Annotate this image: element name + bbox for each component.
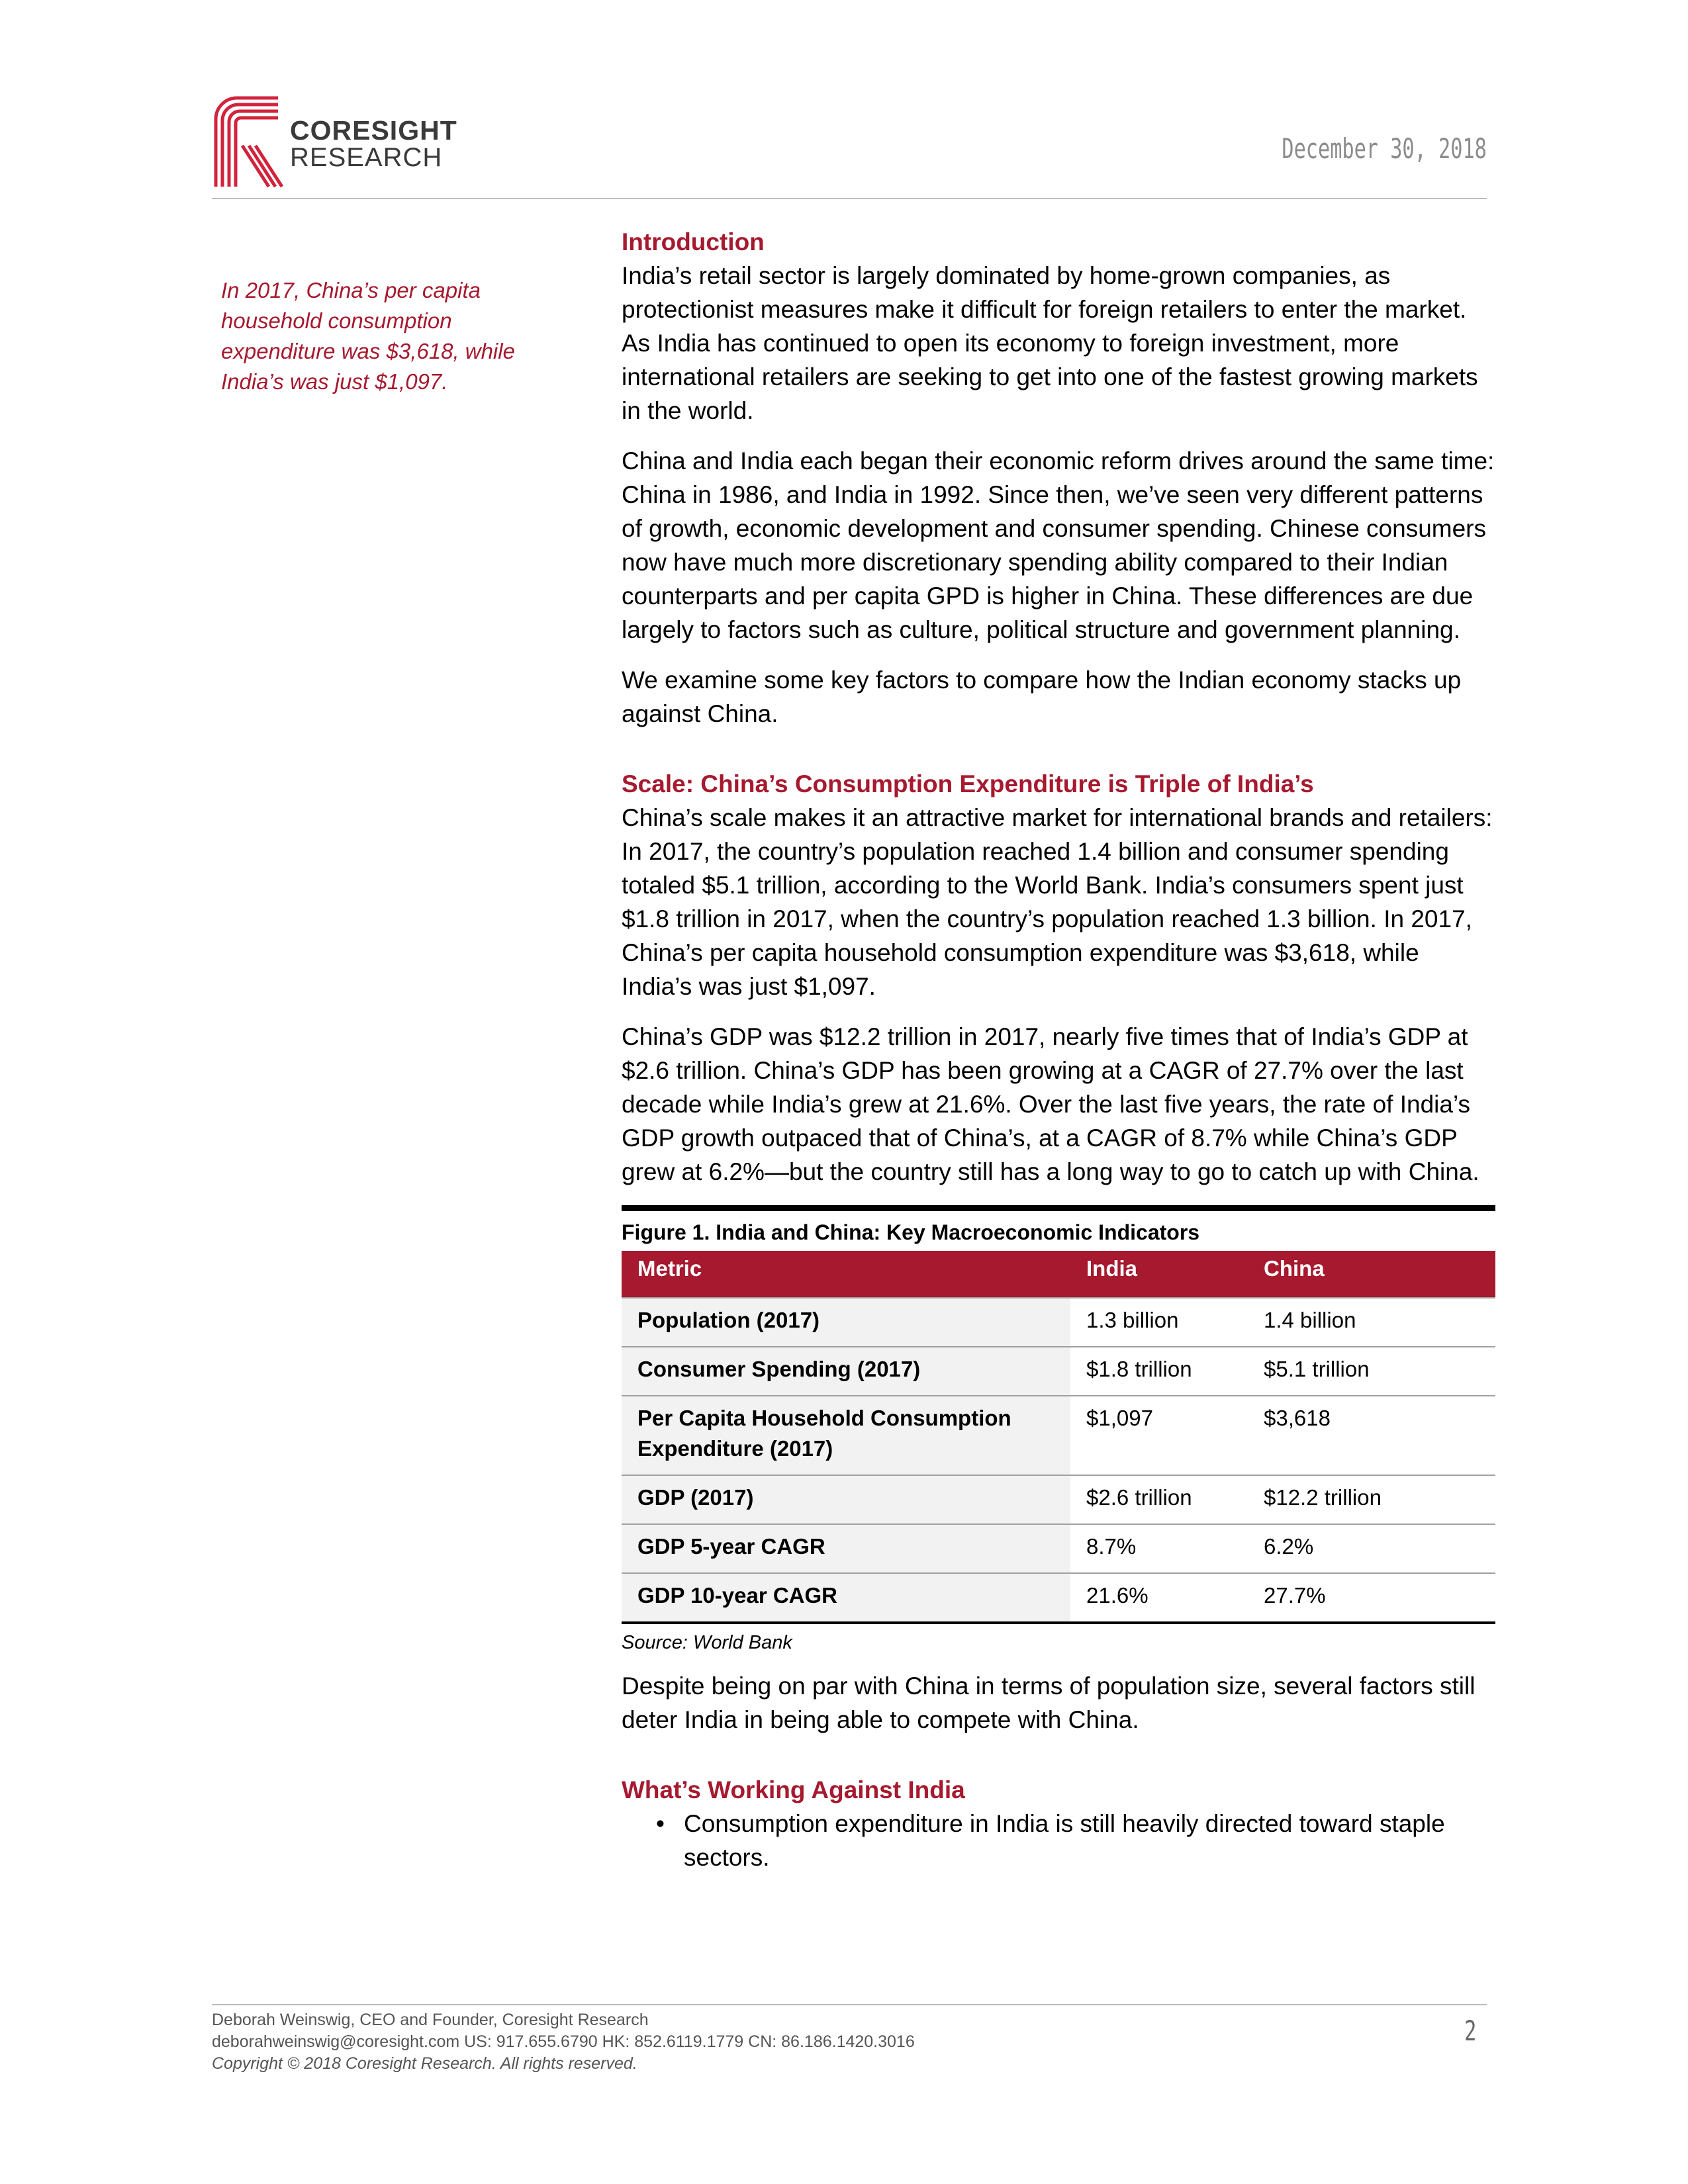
- indicators-table: [622, 1251, 1495, 1621]
- metric-cell: Population (2017): [622, 1298, 1070, 1347]
- figure-title: Figure 1. India and China: Key Macroeconomic Indicators: [622, 1220, 1200, 1244]
- main-content: [622, 225, 1495, 1874]
- table-row: [622, 1475, 1495, 1524]
- company-logo: [212, 93, 457, 192]
- column-header-india: India: [1070, 1251, 1248, 1298]
- footer-divider: [212, 2004, 1487, 2005]
- logo-mark-icon: [212, 93, 285, 192]
- section-heading-introduction: Introduction: [622, 228, 765, 255]
- footer-author: Deborah Weinswig, CEO and Founder, Coresight Research: [212, 2011, 649, 2029]
- footer-copyright: Copyright © 2018 Coresight Research. All rights reserved.: [212, 2054, 637, 2073]
- intro-paragraph: India’s retail sector is largely dominated by home-grown companies, as protectionist measures make it difficult for foreign retailers to enter the market. As India has continued to open its economy to foreign investment, more international retailers are seeking to get into one of the fastest growing markets in the world.: [622, 262, 1478, 424]
- table-row: [622, 1396, 1495, 1475]
- scale-paragraph: China’s GDP was $12.2 trillion in 2017, nearly five times that of India’s GDP at $2.6 trillion. China’s GDP has been growing at a CAGR of 27.7% over the last decade while India’s grew at 21.6%. Over the last five years, the rate of India’s GDP growth outpaced that of China’s, at a CAGR of 8.7% while China’s GDP grew at 6.2%—but the country still has a long way to go to catch up with China.: [622, 1023, 1479, 1185]
- footer: [212, 2009, 1205, 2075]
- logo-word-research: RESEARCH: [290, 143, 443, 172]
- china-value-cell: 1.4 billion: [1248, 1298, 1495, 1347]
- table-row: [622, 1573, 1495, 1621]
- china-value-cell: 27.7%: [1248, 1573, 1495, 1621]
- header-date: December 30, 2018: [1282, 132, 1487, 165]
- figure-source: Source: World Bank: [622, 1632, 792, 1653]
- figure-1: [622, 1205, 1495, 1624]
- table-header-row: [622, 1251, 1495, 1298]
- section-heading-working-against-india: What’s Working Against India: [622, 1776, 965, 1803]
- intro-paragraph: China and India each began their economic reform drives around the same time: China in 1986, and India in 1992. Since then, we’ve seen very different patterns of growth, economic development and consumer spending. Chinese consumers now have much more discretionary spending ability compared to their Indian counterparts and per capita GPD is higher in China. These differences are due largely to factors such as culture, political structure and government planning.: [622, 447, 1495, 643]
- india-value-cell: 1.3 billion: [1070, 1298, 1248, 1347]
- page-number: 2: [1464, 2015, 1476, 2047]
- table-row: [622, 1524, 1495, 1573]
- table-row: [622, 1298, 1495, 1347]
- column-header-metric: Metric: [622, 1251, 1070, 1298]
- table-row: [622, 1347, 1495, 1396]
- china-value-cell: $12.2 trillion: [1248, 1475, 1495, 1524]
- india-value-cell: $2.6 trillion: [1070, 1475, 1248, 1524]
- header-divider: [212, 198, 1487, 199]
- india-value-cell: 21.6%: [1070, 1573, 1248, 1621]
- metric-cell: GDP 5-year CAGR: [622, 1524, 1070, 1573]
- bullet-list: [622, 1807, 1495, 1874]
- bullet-icon: •: [656, 1810, 665, 1837]
- list-item-text: Consumption expenditure in India is still heavily directed toward staple sectors.: [684, 1810, 1445, 1871]
- column-header-china: China: [1248, 1251, 1495, 1298]
- list-item: [622, 1807, 1495, 1874]
- section-heading-scale: Scale: China’s Consumption Expenditure is Triple of India’s: [622, 770, 1314, 797]
- logo-word-coresight: CORESIGHT: [290, 115, 457, 146]
- china-value-cell: $5.1 trillion: [1248, 1347, 1495, 1396]
- india-value-cell: $1,097: [1070, 1396, 1248, 1475]
- intro-paragraph: We examine some key factors to compare how the Indian economy stacks up against China.: [622, 666, 1462, 727]
- sidebar-callout: In 2017, China’s per capita household consumption expenditure was $3,618, while India’s was just $1,097.: [221, 278, 515, 394]
- metric-cell: GDP 10-year CAGR: [622, 1573, 1070, 1621]
- metric-cell: Per Capita Household Consumption Expenditure (2017): [622, 1396, 1070, 1475]
- india-value-cell: 8.7%: [1070, 1524, 1248, 1573]
- scale-paragraph: China’s scale makes it an attractive market for international brands and retailers: In 2017, the country’s population reached 1.4 billion and consumer spending totaled $5.1 trillion, according to the World Bank. India’s consumers spent just $1.8 trillion in 2017, when the country’s population reached 1.3 billion. In 2017, China’s per capita household consumption expenditure was $3,618, while India’s was just $1,097.: [622, 804, 1493, 1000]
- metric-cell: GDP (2017): [622, 1475, 1070, 1524]
- after-figure-paragraph: Despite being on par with China in terms of population size, several factors still deter India in being able to compete with China.: [622, 1672, 1476, 1733]
- india-value-cell: $1.8 trillion: [1070, 1347, 1248, 1396]
- china-value-cell: 6.2%: [1248, 1524, 1495, 1573]
- china-value-cell: $3,618: [1248, 1396, 1495, 1475]
- footer-contact: deborahweinswig@coresight.com US: 917.655.6790 HK: 852.6119.1779 CN: 86.186.1420.3016: [212, 2032, 915, 2051]
- metric-cell: Consumer Spending (2017): [622, 1347, 1070, 1396]
